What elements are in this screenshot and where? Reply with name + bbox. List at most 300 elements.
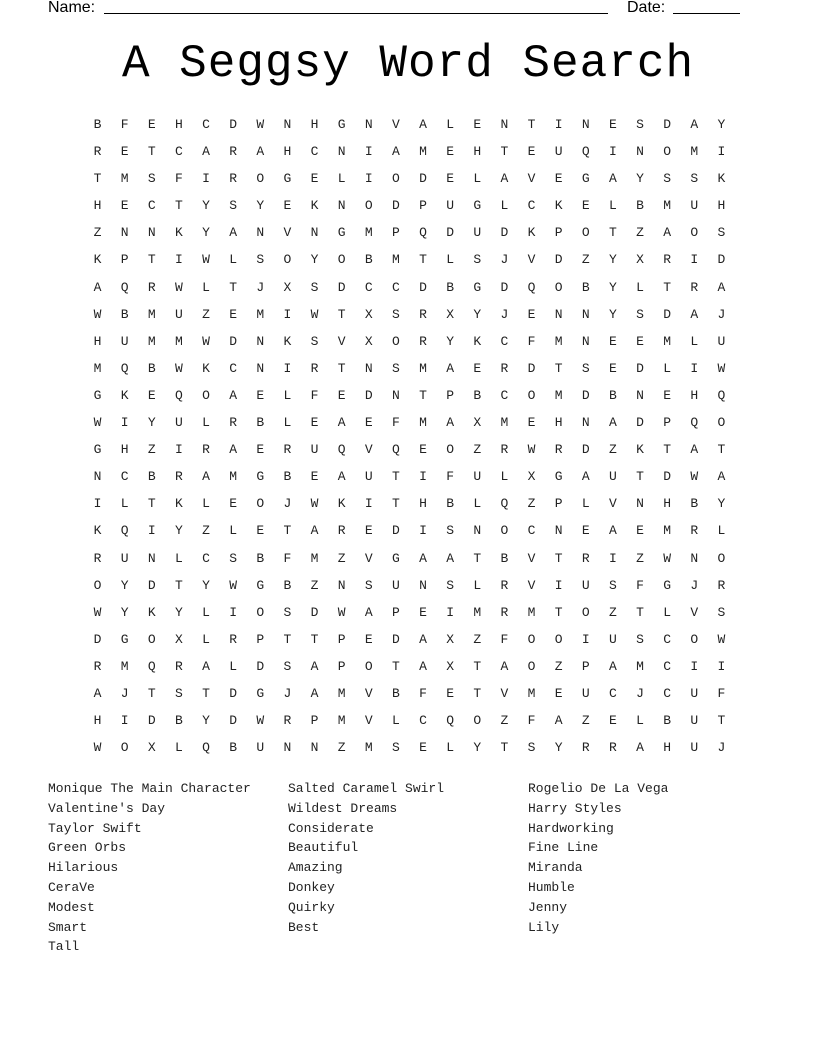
grid-letter[interactable]: A [202, 144, 210, 160]
grid-letter[interactable]: I [175, 442, 183, 458]
grid-letter[interactable]: S [392, 306, 400, 322]
grid-letter[interactable]: T [473, 550, 482, 566]
grid-letter[interactable]: B [147, 469, 156, 485]
grid-letter[interactable]: B [446, 279, 455, 295]
grid-letter[interactable]: O [473, 713, 482, 729]
grid-letter[interactable]: T [283, 631, 292, 647]
grid-letter[interactable]: J [690, 577, 699, 593]
grid-letter[interactable]: S [283, 658, 292, 674]
grid-letter[interactable]: R [93, 144, 102, 160]
grid-letter[interactable]: S [392, 360, 400, 376]
grid-letter[interactable]: M [392, 252, 400, 268]
grid-letter[interactable]: N [364, 117, 373, 132]
grid-letter[interactable]: A [202, 658, 210, 674]
grid-letter[interactable]: W [690, 469, 699, 485]
grid-letter[interactable]: L [636, 713, 644, 729]
grid-letter[interactable]: T [283, 523, 292, 539]
grid-letter[interactable]: D [446, 225, 455, 241]
grid-letter[interactable]: Q [147, 658, 156, 674]
grid-letter[interactable]: Y [202, 713, 210, 729]
grid-letter[interactable]: E [609, 333, 617, 349]
grid-letter[interactable]: J [120, 685, 129, 701]
grid-letter[interactable]: F [392, 415, 400, 431]
grid-letter[interactable]: R [283, 442, 292, 458]
grid-letter[interactable]: M [120, 171, 129, 187]
grid-letter[interactable]: I [120, 713, 129, 729]
grid-letter[interactable]: Z [337, 550, 346, 566]
grid-letter[interactable]: P [663, 415, 672, 431]
grid-letter[interactable]: C [392, 279, 400, 295]
grid-letter[interactable]: M [364, 740, 373, 756]
grid-letter[interactable]: Z [581, 713, 590, 729]
grid-letter[interactable]: N [554, 306, 563, 322]
grid-letter[interactable]: L [202, 631, 210, 647]
grid-letter[interactable]: U [609, 469, 617, 485]
grid-letter[interactable]: D [419, 279, 427, 295]
grid-letter[interactable]: R [337, 523, 346, 539]
grid-letter[interactable]: Y [717, 117, 726, 132]
grid-letter[interactable]: B [392, 685, 400, 701]
grid-letter[interactable]: Z [337, 740, 346, 756]
grid-letter[interactable]: S [283, 604, 292, 620]
grid-letter[interactable]: H [663, 496, 672, 512]
grid-letter[interactable]: S [717, 604, 726, 620]
grid-letter[interactable]: O [500, 523, 509, 539]
grid-letter[interactable]: N [636, 144, 644, 160]
grid-letter[interactable]: L [229, 658, 238, 674]
grid-letter[interactable]: S [609, 577, 617, 593]
grid-letter[interactable]: E [419, 442, 427, 458]
grid-letter[interactable]: A [609, 658, 617, 674]
grid-letter[interactable]: K [310, 198, 319, 214]
grid-letter[interactable]: A [554, 713, 563, 729]
grid-letter[interactable]: C [202, 117, 210, 132]
grid-letter[interactable]: A [93, 685, 102, 701]
grid-letter[interactable]: Z [93, 225, 102, 241]
grid-letter[interactable]: D [229, 685, 238, 701]
grid-letter[interactable]: Y [147, 415, 156, 431]
grid-letter[interactable]: M [256, 306, 265, 322]
grid-letter[interactable]: L [636, 279, 644, 295]
grid-letter[interactable]: O [690, 225, 699, 241]
grid-letter[interactable]: O [93, 577, 102, 593]
grid-letter[interactable]: K [473, 333, 482, 349]
grid-letter[interactable]: A [229, 387, 238, 403]
grid-letter[interactable]: B [609, 387, 617, 403]
grid-letter[interactable]: E [446, 171, 455, 187]
grid-letter[interactable]: P [392, 225, 400, 241]
grid-letter[interactable]: T [609, 225, 617, 241]
grid-letter[interactable]: L [717, 523, 726, 539]
grid-letter[interactable]: N [581, 117, 590, 132]
grid-letter[interactable]: A [392, 144, 400, 160]
grid-letter[interactable]: S [392, 740, 400, 756]
grid-letter[interactable]: F [175, 171, 183, 187]
grid-letter[interactable]: M [419, 360, 427, 376]
grid-letter[interactable]: N [283, 740, 292, 756]
grid-letter[interactable]: I [283, 360, 292, 376]
grid-letter[interactable]: I [690, 252, 699, 268]
grid-letter[interactable]: T [93, 171, 102, 187]
grid-letter[interactable]: E [554, 685, 563, 701]
grid-letter[interactable]: K [202, 360, 210, 376]
grid-letter[interactable]: D [364, 387, 373, 403]
grid-letter[interactable]: N [473, 523, 482, 539]
grid-letter[interactable]: A [93, 279, 102, 295]
grid-letter[interactable]: B [120, 306, 129, 322]
grid-letter[interactable]: J [256, 279, 265, 295]
grid-letter[interactable]: C [663, 685, 672, 701]
grid-letter[interactable]: N [554, 523, 563, 539]
grid-letter[interactable]: T [392, 469, 400, 485]
grid-letter[interactable]: I [175, 252, 183, 268]
grid-letter[interactable]: E [229, 496, 238, 512]
grid-letter[interactable]: J [717, 740, 726, 756]
grid-letter[interactable]: E [256, 523, 265, 539]
grid-letter[interactable]: L [202, 279, 210, 295]
grid-letter[interactable]: G [283, 171, 292, 187]
grid-letter[interactable]: D [147, 577, 156, 593]
grid-letter[interactable]: T [175, 577, 183, 593]
grid-letter[interactable]: W [527, 442, 536, 458]
grid-letter[interactable]: O [364, 658, 373, 674]
grid-letter[interactable]: B [93, 117, 102, 132]
grid-letter[interactable]: S [229, 198, 238, 214]
grid-letter[interactable]: U [554, 144, 563, 160]
grid-letter[interactable]: C [663, 631, 672, 647]
grid-letter[interactable]: U [310, 442, 319, 458]
grid-letter[interactable]: G [256, 685, 265, 701]
grid-letter[interactable]: I [147, 523, 156, 539]
grid-letter[interactable]: S [636, 306, 644, 322]
grid-letter[interactable]: E [446, 685, 455, 701]
grid-letter[interactable]: W [175, 279, 183, 295]
grid-letter[interactable]: A [364, 604, 373, 620]
grid-letter[interactable]: T [337, 306, 346, 322]
grid-letter[interactable]: G [473, 198, 482, 214]
grid-letter[interactable]: U [256, 740, 265, 756]
grid-letter[interactable]: P [337, 658, 346, 674]
grid-letter[interactable]: A [690, 442, 699, 458]
grid-letter[interactable]: N [310, 225, 319, 241]
grid-letter[interactable]: S [663, 171, 672, 187]
grid-letter[interactable]: B [473, 387, 482, 403]
grid-letter[interactable]: T [392, 658, 400, 674]
grid-letter[interactable]: M [554, 387, 563, 403]
grid-letter[interactable]: U [473, 225, 482, 241]
grid-letter[interactable]: H [283, 144, 292, 160]
grid-letter[interactable]: L [283, 415, 292, 431]
grid-letter[interactable]: Q [120, 360, 129, 376]
grid-letter[interactable]: O [392, 333, 400, 349]
grid-letter[interactable]: L [690, 333, 699, 349]
grid-letter[interactable]: A [202, 469, 210, 485]
grid-letter[interactable]: X [527, 469, 536, 485]
grid-letter[interactable]: Q [337, 442, 346, 458]
grid-letter[interactable]: Y [202, 225, 210, 241]
grid-letter[interactable]: M [337, 685, 346, 701]
grid-letter[interactable]: R [93, 658, 102, 674]
grid-letter[interactable]: E [364, 415, 373, 431]
grid-letter[interactable]: W [93, 604, 102, 620]
grid-letter[interactable]: K [93, 252, 102, 268]
grid-letter[interactable]: M [500, 415, 509, 431]
grid-letter[interactable]: X [283, 279, 292, 295]
grid-letter[interactable]: Z [581, 252, 590, 268]
grid-letter[interactable]: I [419, 523, 427, 539]
grid-letter[interactable]: I [419, 469, 427, 485]
grid-letter[interactable]: R [147, 279, 156, 295]
grid-letter[interactable]: V [527, 171, 536, 187]
grid-letter[interactable]: D [147, 713, 156, 729]
grid-letter[interactable]: G [663, 577, 672, 593]
grid-letter[interactable]: A [690, 306, 699, 322]
grid-letter[interactable]: Z [202, 306, 210, 322]
grid-letter[interactable]: T [175, 198, 183, 214]
grid-letter[interactable]: L [663, 360, 672, 376]
grid-letter[interactable]: Z [609, 442, 617, 458]
grid-letter[interactable]: V [527, 550, 536, 566]
grid-letter[interactable]: C [229, 360, 238, 376]
grid-letter[interactable]: T [473, 685, 482, 701]
grid-letter[interactable]: V [690, 604, 699, 620]
grid-letter[interactable]: H [554, 415, 563, 431]
grid-letter[interactable]: S [717, 225, 726, 241]
grid-letter[interactable]: M [690, 144, 699, 160]
grid-letter[interactable]: S [581, 360, 590, 376]
grid-letter[interactable]: B [147, 360, 156, 376]
grid-letter[interactable]: C [527, 523, 536, 539]
grid-letter[interactable]: H [93, 333, 102, 349]
grid-letter[interactable]: F [527, 333, 536, 349]
grid-letter[interactable]: T [392, 496, 400, 512]
grid-letter[interactable]: B [283, 469, 292, 485]
grid-letter[interactable]: T [337, 360, 346, 376]
grid-letter[interactable]: N [581, 415, 590, 431]
grid-letter[interactable]: P [446, 387, 455, 403]
grid-letter[interactable]: M [419, 415, 427, 431]
grid-letter[interactable]: I [717, 144, 726, 160]
grid-letter[interactable]: R [581, 550, 590, 566]
grid-letter[interactable]: U [690, 713, 699, 729]
grid-letter[interactable]: W [717, 360, 726, 376]
grid-letter[interactable]: T [147, 252, 156, 268]
grid-letter[interactable]: D [554, 252, 563, 268]
grid-letter[interactable]: Y [120, 604, 129, 620]
grid-letter[interactable]: D [419, 171, 427, 187]
grid-letter[interactable]: A [609, 523, 617, 539]
grid-letter[interactable]: S [446, 577, 455, 593]
grid-letter[interactable]: E [310, 415, 319, 431]
grid-letter[interactable]: N [364, 360, 373, 376]
grid-letter[interactable]: E [147, 117, 156, 132]
grid-letter[interactable]: C [310, 144, 319, 160]
grid-letter[interactable]: B [256, 550, 265, 566]
grid-letter[interactable]: L [175, 550, 183, 566]
grid-letter[interactable]: C [364, 279, 373, 295]
grid-letter[interactable]: A [419, 631, 427, 647]
grid-letter[interactable]: I [283, 306, 292, 322]
grid-letter[interactable]: S [229, 550, 238, 566]
grid-letter[interactable]: F [283, 550, 292, 566]
grid-letter[interactable]: J [283, 496, 292, 512]
grid-letter[interactable]: N [147, 550, 156, 566]
grid-letter[interactable]: A [717, 469, 726, 485]
grid-letter[interactable]: F [717, 685, 726, 701]
grid-letter[interactable]: A [256, 144, 265, 160]
grid-letter[interactable]: T [554, 360, 563, 376]
grid-letter[interactable]: C [147, 198, 156, 214]
grid-letter[interactable]: T [419, 387, 427, 403]
grid-letter[interactable]: A [229, 442, 238, 458]
grid-letter[interactable]: R [419, 333, 427, 349]
grid-letter[interactable]: T [554, 604, 563, 620]
grid-letter[interactable]: S [446, 523, 455, 539]
grid-letter[interactable]: S [473, 252, 482, 268]
grid-letter[interactable]: H [473, 144, 482, 160]
grid-letter[interactable]: N [636, 387, 644, 403]
grid-letter[interactable]: Y [609, 252, 617, 268]
grid-letter[interactable]: D [527, 360, 536, 376]
grid-letter[interactable]: H [717, 198, 726, 214]
grid-letter[interactable]: R [500, 577, 509, 593]
grid-letter[interactable]: R [500, 442, 509, 458]
grid-letter[interactable]: E [527, 306, 536, 322]
grid-letter[interactable]: A [500, 658, 509, 674]
grid-letter[interactable]: G [337, 225, 346, 241]
grid-letter[interactable]: L [500, 198, 509, 214]
grid-letter[interactable]: L [175, 740, 183, 756]
grid-letter[interactable]: U [690, 198, 699, 214]
grid-letter[interactable]: Q [690, 415, 699, 431]
grid-letter[interactable]: J [283, 685, 292, 701]
grid-letter[interactable]: K [120, 387, 129, 403]
grid-letter[interactable]: O [554, 631, 563, 647]
name-field-blank[interactable] [104, 0, 608, 14]
grid-letter[interactable]: T [500, 740, 509, 756]
grid-letter[interactable]: Z [609, 604, 617, 620]
grid-letter[interactable]: V [392, 117, 400, 132]
grid-letter[interactable]: X [147, 740, 156, 756]
grid-letter[interactable]: O [202, 387, 210, 403]
grid-letter[interactable]: L [202, 496, 210, 512]
grid-letter[interactable]: M [663, 198, 672, 214]
grid-letter[interactable]: R [229, 631, 238, 647]
grid-letter[interactable]: U [364, 469, 373, 485]
grid-letter[interactable]: O [527, 631, 536, 647]
grid-letter[interactable]: T [527, 117, 536, 132]
grid-letter[interactable]: W [256, 117, 265, 132]
grid-letter[interactable]: A [609, 415, 617, 431]
grid-letter[interactable]: Q [500, 496, 509, 512]
grid-letter[interactable]: L [473, 496, 482, 512]
grid-letter[interactable]: Q [120, 279, 129, 295]
grid-letter[interactable]: I [202, 171, 210, 187]
grid-letter[interactable]: Y [636, 171, 644, 187]
grid-letter[interactable]: Z [473, 631, 482, 647]
grid-letter[interactable]: M [120, 658, 129, 674]
grid-letter[interactable]: K [717, 171, 726, 187]
grid-letter[interactable]: R [500, 360, 509, 376]
grid-letter[interactable]: M [473, 604, 482, 620]
grid-letter[interactable]: O [147, 631, 156, 647]
grid-letter[interactable]: D [663, 306, 672, 322]
grid-letter[interactable]: L [581, 496, 590, 512]
grid-letter[interactable]: U [581, 577, 590, 593]
grid-letter[interactable]: S [175, 685, 183, 701]
grid-letter[interactable]: D [581, 387, 590, 403]
grid-letter[interactable]: U [175, 306, 183, 322]
grid-letter[interactable]: Z [636, 225, 644, 241]
grid-letter[interactable]: G [93, 387, 102, 403]
grid-letter[interactable]: K [147, 604, 156, 620]
grid-letter[interactable]: E [609, 117, 617, 132]
grid-letter[interactable]: O [256, 496, 265, 512]
grid-letter[interactable]: L [446, 117, 455, 132]
grid-letter[interactable]: O [690, 631, 699, 647]
grid-letter[interactable]: K [527, 225, 536, 241]
grid-letter[interactable]: U [120, 550, 129, 566]
grid-letter[interactable]: F [636, 577, 644, 593]
grid-letter[interactable]: H [663, 740, 672, 756]
grid-letter[interactable]: L [202, 604, 210, 620]
grid-letter[interactable]: E [527, 415, 536, 431]
grid-letter[interactable]: G [581, 171, 590, 187]
grid-letter[interactable]: E [636, 523, 644, 539]
grid-letter[interactable]: L [663, 604, 672, 620]
grid-letter[interactable]: Z [500, 713, 509, 729]
grid-letter[interactable]: F [310, 387, 319, 403]
grid-letter[interactable]: V [527, 577, 536, 593]
grid-letter[interactable]: A [717, 279, 726, 295]
grid-letter[interactable]: B [446, 496, 455, 512]
grid-letter[interactable]: Z [636, 550, 644, 566]
grid-letter[interactable]: A [419, 117, 427, 132]
grid-letter[interactable]: I [120, 415, 129, 431]
grid-letter[interactable]: C [500, 333, 509, 349]
grid-letter[interactable]: C [120, 469, 129, 485]
grid-letter[interactable]: W [93, 415, 102, 431]
grid-letter[interactable]: W [202, 252, 210, 268]
grid-letter[interactable]: N [256, 360, 265, 376]
grid-letter[interactable]: A [446, 550, 455, 566]
grid-letter[interactable]: X [473, 415, 482, 431]
grid-letter[interactable]: I [609, 144, 617, 160]
grid-letter[interactable]: U [690, 740, 699, 756]
grid-letter[interactable]: Y [609, 279, 617, 295]
grid-letter[interactable]: A [690, 117, 699, 132]
grid-letter[interactable]: R [175, 658, 183, 674]
grid-letter[interactable]: C [663, 658, 672, 674]
grid-letter[interactable]: B [364, 252, 373, 268]
grid-letter[interactable]: M [663, 333, 672, 349]
grid-letter[interactable]: O [337, 252, 346, 268]
grid-letter[interactable]: X [364, 306, 373, 322]
grid-letter[interactable]: O [717, 415, 726, 431]
grid-letter[interactable]: E [120, 198, 129, 214]
grid-letter[interactable]: W [229, 577, 238, 593]
grid-letter[interactable]: L [337, 171, 346, 187]
grid-letter[interactable]: O [256, 604, 265, 620]
grid-letter[interactable]: D [392, 631, 400, 647]
grid-letter[interactable]: N [337, 198, 346, 214]
grid-letter[interactable]: O [446, 442, 455, 458]
grid-letter[interactable]: E [337, 387, 346, 403]
grid-letter[interactable]: O [663, 144, 672, 160]
grid-letter[interactable]: Z [310, 577, 319, 593]
grid-letter[interactable]: C [609, 685, 617, 701]
grid-letter[interactable]: X [636, 252, 644, 268]
